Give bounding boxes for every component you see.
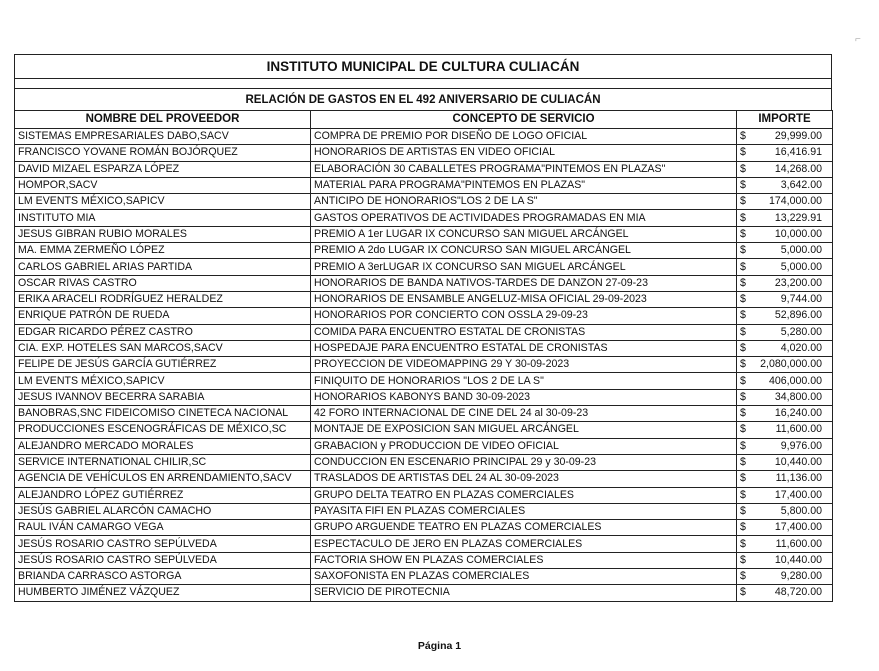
table-row <box>15 373 833 389</box>
currency-symbol: $ <box>737 552 751 568</box>
amount-cell: 17,400.00 <box>751 520 833 536</box>
concept-cell: ANTICIPO DE HONORARIOS"LOS 2 DE LA S" <box>311 194 737 210</box>
document-title: INSTITUTO MUNICIPAL DE CULTURA CULIACÁN <box>14 54 832 78</box>
table-row <box>15 177 833 193</box>
currency-symbol: $ <box>737 275 751 291</box>
amount-cell: 5,280.00 <box>751 324 833 340</box>
table-row <box>15 536 833 552</box>
amount-cell: 14,268.00 <box>751 161 833 177</box>
provider-cell: LM EVENTS MÉXICO,SAPICV <box>15 194 311 210</box>
concept-cell: HONORARIOS KABONYS BAND 30-09-2023 <box>311 389 737 405</box>
provider-cell: BANOBRAS,SNC FIDEICOMISO CINETECA NACIONAL <box>15 406 311 422</box>
amount-cell: 9,976.00 <box>751 438 833 454</box>
table-row <box>15 129 833 145</box>
concept-cell: PREMIO A 2do LUGAR IX CONCURSO SAN MIGUEL ARCÁNGEL <box>311 243 737 259</box>
amount-cell: 4,020.00 <box>751 340 833 356</box>
table-row <box>15 487 833 503</box>
provider-cell: FRANCISCO YOVANE ROMÁN BOJÓRQUEZ <box>15 145 311 161</box>
table-row <box>15 275 833 291</box>
concept-cell: ESPECTACULO DE JERO EN PLAZAS COMERCIALES <box>311 536 737 552</box>
concept-cell: FACTORIA SHOW EN PLAZAS COMERCIALES <box>311 552 737 568</box>
amount-cell: 10,440.00 <box>751 454 833 470</box>
amount-cell: 5,000.00 <box>751 243 833 259</box>
provider-cell: CIA. EXP. HOTELES SAN MARCOS,SACV <box>15 340 311 356</box>
currency-symbol: $ <box>737 357 751 373</box>
provider-cell: LM EVENTS MÉXICO,SAPICV <box>15 373 311 389</box>
concept-cell: PAYASITA FIFI EN PLAZAS COMERCIALES <box>311 503 737 519</box>
column-header-provider: NOMBRE DEL PROVEEDOR <box>15 111 311 129</box>
concept-cell: GRUPO DELTA TEATRO EN PLAZAS COMERCIALES <box>311 487 737 503</box>
table-row <box>15 243 833 259</box>
currency-symbol: $ <box>737 129 751 145</box>
table-row <box>15 389 833 405</box>
concept-cell: TRASLADOS DE ARTISTAS DEL 24 AL 30-09-2023 <box>311 471 737 487</box>
table-header-row <box>15 111 833 129</box>
table-row <box>15 552 833 568</box>
table-row <box>15 585 833 601</box>
currency-symbol: $ <box>737 569 751 585</box>
currency-symbol: $ <box>737 487 751 503</box>
concept-cell: PREMIO A 1er LUGAR IX CONCURSO SAN MIGUEL ARCÁNGEL <box>311 226 737 242</box>
amount-cell: 2,080,000.00 <box>751 357 833 373</box>
table-row <box>15 145 833 161</box>
amount-cell: 10,440.00 <box>751 552 833 568</box>
provider-cell: SISTEMAS EMPRESARIALES DABO,SACV <box>15 129 311 145</box>
currency-symbol: $ <box>737 308 751 324</box>
provider-cell: ERIKA ARACELI RODRÍGUEZ HERALDEZ <box>15 291 311 307</box>
provider-cell: HOMPOR,SACV <box>15 177 311 193</box>
currency-symbol: $ <box>737 389 751 405</box>
concept-cell: HONORARIOS DE ARTISTAS EN VIDEO OFICIAL <box>311 145 737 161</box>
currency-symbol: $ <box>737 454 751 470</box>
provider-cell: JESÚS ROSARIO CASTRO SEPÚLVEDA <box>15 552 311 568</box>
amount-cell: 174,000.00 <box>751 194 833 210</box>
concept-cell: FINIQUITO DE HONORARIOS "LOS 2 DE LA S" <box>311 373 737 389</box>
provider-cell: MA. EMMA ZERMEÑO LÓPEZ <box>15 243 311 259</box>
amount-cell: 5,800.00 <box>751 503 833 519</box>
amount-cell: 16,240.00 <box>751 406 833 422</box>
column-header-amount: IMPORTE <box>737 111 833 129</box>
concept-cell: HOSPEDAJE PARA ENCUENTRO ESTATAL DE CRONISTAS <box>311 340 737 356</box>
currency-symbol: $ <box>737 145 751 161</box>
currency-symbol: $ <box>737 177 751 193</box>
amount-cell: 11,136.00 <box>751 471 833 487</box>
amount-cell: 13,229.91 <box>751 210 833 226</box>
concept-cell: HONORARIOS DE BANDA NATIVOS-TARDES DE DANZON 27-09-23 <box>311 275 737 291</box>
concept-cell: GRABACION y PRODUCCION DE VIDEO OFICIAL <box>311 438 737 454</box>
table-row <box>15 422 833 438</box>
amount-cell: 17,400.00 <box>751 487 833 503</box>
currency-symbol: $ <box>737 324 751 340</box>
currency-symbol: $ <box>737 503 751 519</box>
table-row <box>15 471 833 487</box>
provider-cell: JESUS GIBRAN RUBIO MORALES <box>15 226 311 242</box>
amount-cell: 52,896.00 <box>751 308 833 324</box>
concept-cell: SAXOFONISTA EN PLAZAS COMERCIALES <box>311 569 737 585</box>
table-row <box>15 406 833 422</box>
amount-cell: 29,999.00 <box>751 129 833 145</box>
currency-symbol: $ <box>737 406 751 422</box>
currency-symbol: $ <box>737 373 751 389</box>
table-row <box>15 438 833 454</box>
amount-cell: 9,280.00 <box>751 569 833 585</box>
amount-cell: 9,744.00 <box>751 291 833 307</box>
table-row <box>15 357 833 373</box>
provider-cell: OSCAR RIVAS CASTRO <box>15 275 311 291</box>
concept-cell: 42 FORO INTERNACIONAL DE CINE DEL 24 al 30-09-23 <box>311 406 737 422</box>
provider-cell: FELIPE DE JESÚS GARCÍA GUTIÉRREZ <box>15 357 311 373</box>
table-row <box>15 454 833 470</box>
expense-sheet <box>14 54 832 602</box>
currency-symbol: $ <box>737 291 751 307</box>
provider-cell: ALEJANDRO MERCADO MORALES <box>15 438 311 454</box>
table-row <box>15 259 833 275</box>
table-row <box>15 569 833 585</box>
provider-cell: HUMBERTO JIMÉNEZ VÁZQUEZ <box>15 585 311 601</box>
currency-symbol: $ <box>737 536 751 552</box>
currency-symbol: $ <box>737 259 751 275</box>
table-row <box>15 324 833 340</box>
table-row <box>15 194 833 210</box>
table-row <box>15 503 833 519</box>
concept-cell: MONTAJE DE EXPOSICION SAN MIGUEL ARCÁNGEL <box>311 422 737 438</box>
currency-symbol: $ <box>737 243 751 259</box>
concept-cell: COMPRA DE PREMIO POR DISEÑO DE LOGO OFICIAL <box>311 129 737 145</box>
amount-cell: 10,000.00 <box>751 226 833 242</box>
table-row <box>15 226 833 242</box>
column-header-concept: CONCEPTO DE SERVICIO <box>311 111 737 129</box>
provider-cell: EDGAR RICARDO PÉREZ CASTRO <box>15 324 311 340</box>
concept-cell: GASTOS OPERATIVOS DE ACTIVIDADES PROGRAMADAS EN MIA <box>311 210 737 226</box>
amount-cell: 16,416.91 <box>751 145 833 161</box>
spacer-band <box>14 78 832 88</box>
currency-symbol: $ <box>737 471 751 487</box>
provider-cell: JESÚS GABRIEL ALARCÓN CAMACHO <box>15 503 311 519</box>
currency-symbol: $ <box>737 210 751 226</box>
amount-cell: 3,642.00 <box>751 177 833 193</box>
concept-cell: GRUPO ARGUENDE TEATRO EN PLAZAS COMERCIALES <box>311 520 737 536</box>
provider-cell: JESÚS ROSARIO CASTRO SEPÚLVEDA <box>15 536 311 552</box>
table-row <box>15 161 833 177</box>
amount-cell: 5,000.00 <box>751 259 833 275</box>
currency-symbol: $ <box>737 226 751 242</box>
table-row <box>15 308 833 324</box>
scan-corner-mark: ⌐ <box>855 34 861 45</box>
currency-symbol: $ <box>737 340 751 356</box>
currency-symbol: $ <box>737 585 751 601</box>
amount-cell: 11,600.00 <box>751 536 833 552</box>
currency-symbol: $ <box>737 422 751 438</box>
provider-cell: DAVID MIZAEL ESPARZA LÓPEZ <box>15 161 311 177</box>
provider-cell: ENRIQUE PATRÓN DE RUEDA <box>15 308 311 324</box>
table-row <box>15 520 833 536</box>
amount-cell: 406,000.00 <box>751 373 833 389</box>
document-subtitle: RELACIÓN DE GASTOS EN EL 492 ANIVERSARIO DE CULIACÁN <box>14 88 832 110</box>
amount-cell: 11,600.00 <box>751 422 833 438</box>
concept-cell: PROYECCION DE VIDEOMAPPING 29 Y 30-09-2023 <box>311 357 737 373</box>
provider-cell: BRIANDA CARRASCO ASTORGA <box>15 569 311 585</box>
concept-cell: SERVICIO DE PIROTECNIA <box>311 585 737 601</box>
concept-cell: HONORARIOS POR CONCIERTO CON OSSLA 29-09-23 <box>311 308 737 324</box>
concept-cell: CONDUCCION EN ESCENARIO PRINCIPAL 29 y 30-09-23 <box>311 454 737 470</box>
amount-cell: 48,720.00 <box>751 585 833 601</box>
table-row <box>15 340 833 356</box>
concept-cell: HONORARIOS DE ENSAMBLE ANGELUZ-MISA OFICIAL 29-09-2023 <box>311 291 737 307</box>
table-row <box>15 210 833 226</box>
currency-symbol: $ <box>737 194 751 210</box>
provider-cell: CARLOS GABRIEL ARIAS PARTIDA <box>15 259 311 275</box>
provider-cell: ALEJANDRO LÓPEZ GUTIÉRREZ <box>15 487 311 503</box>
currency-symbol: $ <box>737 438 751 454</box>
table-row <box>15 291 833 307</box>
concept-cell: MATERIAL PARA PROGRAMA"PINTEMOS EN PLAZAS" <box>311 177 737 193</box>
amount-cell: 34,800.00 <box>751 389 833 405</box>
provider-cell: RAUL IVÁN CAMARGO VEGA <box>15 520 311 536</box>
provider-cell: PRODUCCIONES ESCENOGRÁFICAS DE MÉXICO,SC <box>15 422 311 438</box>
currency-symbol: $ <box>737 161 751 177</box>
provider-cell: JESUS IVANNOV BECERRA SARABIA <box>15 389 311 405</box>
concept-cell: COMIDA PARA ENCUENTRO ESTATAL DE CRONISTAS <box>311 324 737 340</box>
page-number: Página 1 <box>417 640 462 652</box>
currency-symbol: $ <box>737 520 751 536</box>
provider-cell: INSTITUTO MIA <box>15 210 311 226</box>
provider-cell: SERVICE INTERNATIONAL CHILIR,SC <box>15 454 311 470</box>
expense-table <box>14 110 833 602</box>
concept-cell: ELABORACIÓN 30 CABALLETES PROGRAMA"PINTEMOS EN PLAZAS" <box>311 161 737 177</box>
concept-cell: PREMIO A 3erLUGAR IX CONCURSO SAN MIGUEL ARCÁNGEL <box>311 259 737 275</box>
amount-cell: 23,200.00 <box>751 275 833 291</box>
provider-cell: AGENCIA DE VEHÍCULOS EN ARRENDAMIENTO,SACV <box>15 471 311 487</box>
